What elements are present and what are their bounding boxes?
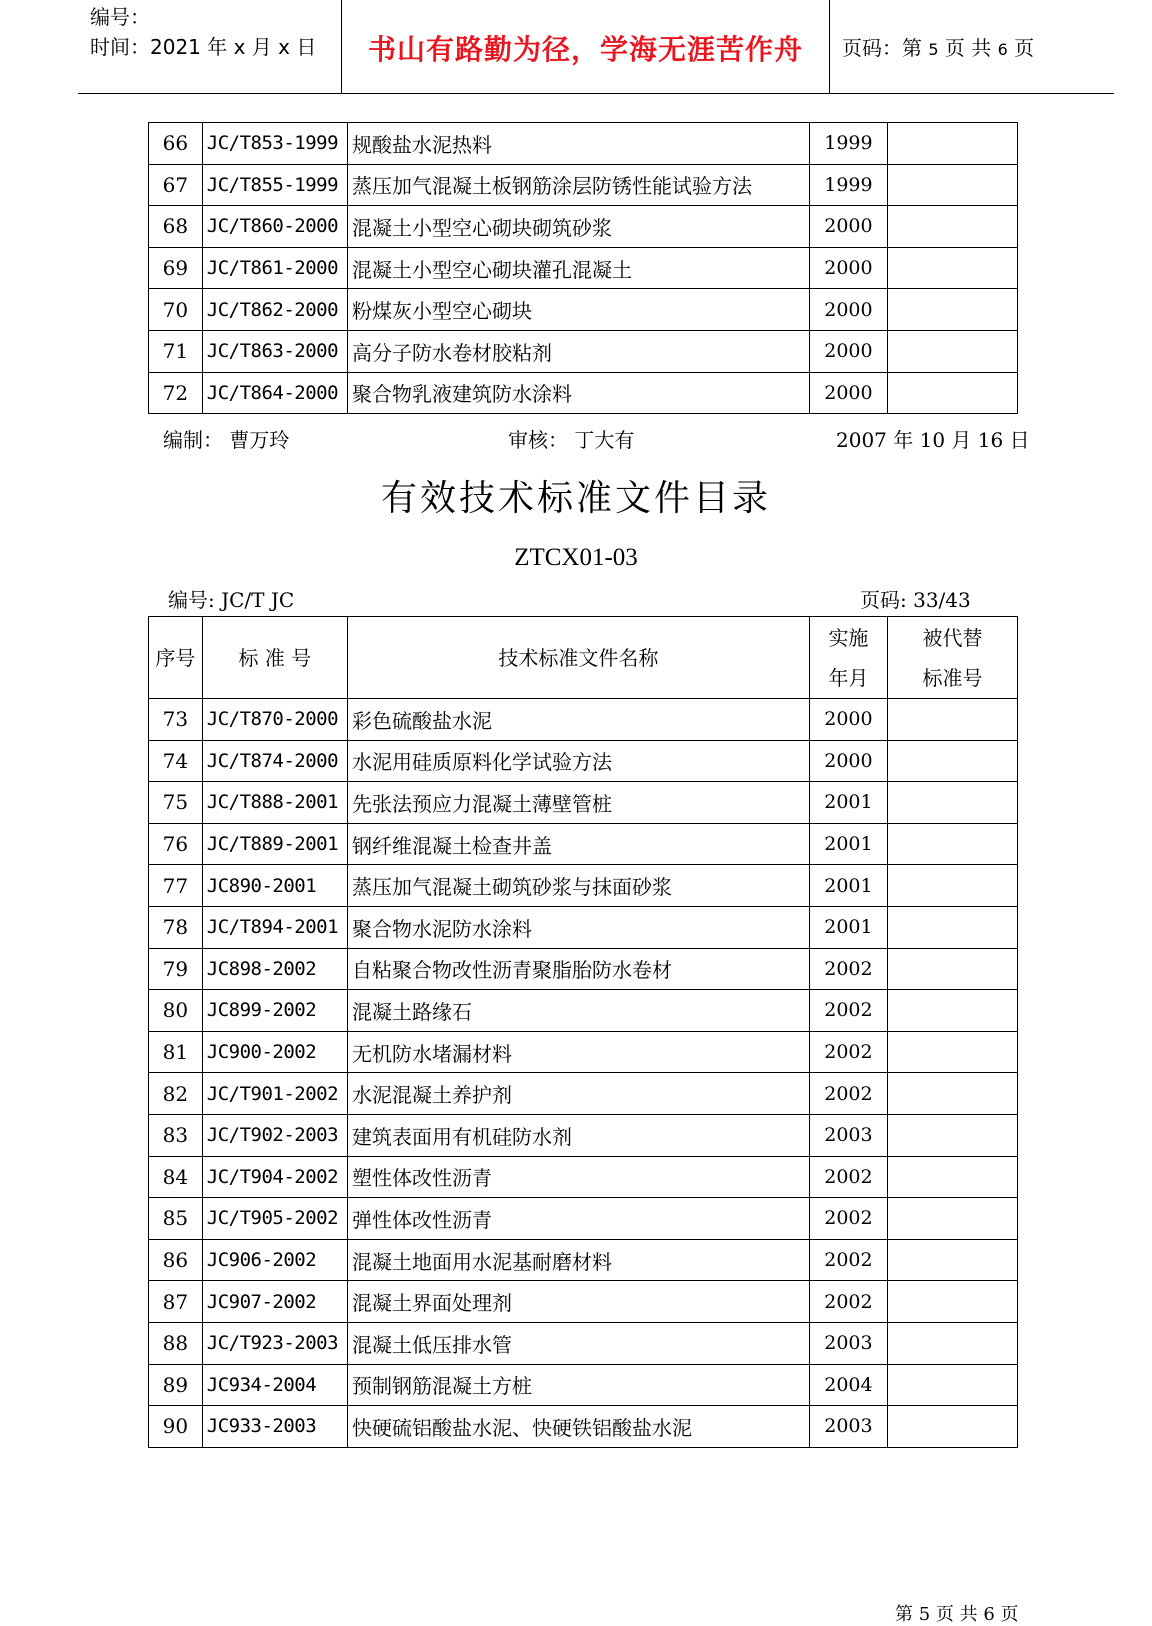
cell-code: JC900-2002 bbox=[202, 1031, 347, 1073]
cell-replaced bbox=[888, 247, 1018, 289]
cell-replaced bbox=[888, 782, 1018, 824]
cell-year: 2003 bbox=[809, 1406, 887, 1448]
cell-replaced bbox=[888, 740, 1018, 782]
page-number: 5 bbox=[928, 40, 939, 59]
cell-replaced bbox=[888, 823, 1018, 865]
cell-replaced bbox=[888, 206, 1018, 248]
cell-name: 快硬硫铝酸盐水泥、快硬铁铝酸盐水泥 bbox=[347, 1406, 809, 1448]
page-mid: 页 共 bbox=[944, 36, 992, 60]
cell-year: 2001 bbox=[809, 782, 887, 824]
document-code: ZTCX01-03 bbox=[514, 544, 638, 571]
cell-name: 无机防水堵漏材料 bbox=[347, 1031, 809, 1073]
cell-name: 预制钢筋混凝土方桩 bbox=[347, 1364, 809, 1406]
table-row bbox=[149, 1281, 1018, 1323]
cell-code: JC/T923-2003 bbox=[202, 1322, 347, 1364]
table-row bbox=[149, 206, 1018, 248]
header-divider bbox=[829, 0, 830, 93]
editor-signature: 编制： 曹万玲 bbox=[163, 428, 290, 452]
table-row bbox=[149, 330, 1018, 372]
cell-no: 82 bbox=[149, 1073, 203, 1115]
cell-year: 2002 bbox=[809, 1281, 887, 1323]
cell-year: 2002 bbox=[809, 990, 887, 1032]
table-row bbox=[149, 948, 1018, 990]
cell-replaced bbox=[888, 1406, 1018, 1448]
cell-no: 80 bbox=[149, 990, 203, 1032]
table-row bbox=[149, 823, 1018, 865]
header-replaced bbox=[888, 617, 1018, 699]
cell-code: JC/T894-2001 bbox=[202, 906, 347, 948]
cell-name: 混凝土小型空心砌块灌孔混凝土 bbox=[347, 247, 809, 289]
cell-replaced bbox=[888, 372, 1018, 414]
cell-no: 76 bbox=[149, 823, 203, 865]
header-motto: 书山有路勤为径，学海无涯苦作舟 bbox=[367, 33, 803, 66]
cell-code: JC/T862-2000 bbox=[202, 289, 347, 331]
cell-no: 86 bbox=[149, 1239, 203, 1281]
cell-name: 聚合物乳液建筑防水涂料 bbox=[347, 372, 809, 414]
cell-year: 2000 bbox=[809, 740, 887, 782]
standards-table bbox=[148, 616, 1018, 1448]
header-code: 标 准 号 bbox=[202, 617, 347, 699]
cell-code: JC/T855-1999 bbox=[202, 164, 347, 206]
cell-no: 68 bbox=[149, 206, 203, 248]
table-row bbox=[149, 1198, 1018, 1240]
cell-name: 混凝土界面处理剂 bbox=[347, 1281, 809, 1323]
cell-replaced bbox=[888, 1322, 1018, 1364]
header-no: 序号 bbox=[149, 617, 203, 699]
cell-name: 弹性体改性沥青 bbox=[347, 1198, 809, 1240]
cell-code: JC/T902-2003 bbox=[202, 1114, 347, 1156]
cell-replaced bbox=[888, 1156, 1018, 1198]
cell-year: 2002 bbox=[809, 1156, 887, 1198]
cell-no: 84 bbox=[149, 1156, 203, 1198]
cell-replaced bbox=[888, 164, 1018, 206]
cell-code: JC/T888-2001 bbox=[202, 782, 347, 824]
cell-replaced bbox=[888, 1281, 1018, 1323]
cell-no: 83 bbox=[149, 1114, 203, 1156]
cell-replaced bbox=[888, 123, 1018, 165]
cell-replaced bbox=[888, 1364, 1018, 1406]
time-label: 时间：2021 年 x 月 x 日 bbox=[90, 35, 317, 59]
meta-page: 页码: 33/43 bbox=[860, 588, 971, 612]
cell-year: 2001 bbox=[809, 865, 887, 907]
cell-name: 先张法预应力混凝土薄壁管桩 bbox=[347, 782, 809, 824]
cell-name: 钢纤维混凝土检查井盖 bbox=[347, 823, 809, 865]
cell-code: JC907-2002 bbox=[202, 1281, 347, 1323]
document-title: 有效技术标准文件目录 bbox=[380, 478, 771, 519]
header-replaced-line1: 被代替 bbox=[922, 625, 983, 650]
cell-no: 89 bbox=[149, 1364, 203, 1406]
page-total: 6 bbox=[997, 40, 1008, 59]
header-page-info bbox=[842, 32, 1034, 61]
cell-year: 2001 bbox=[809, 906, 887, 948]
table-row bbox=[149, 990, 1018, 1032]
header-year-line1: 实施 bbox=[828, 625, 869, 650]
cell-no: 67 bbox=[149, 164, 203, 206]
cell-no: 85 bbox=[149, 1198, 203, 1240]
page-footer: 第 5 页 共 6 页 bbox=[895, 1604, 1019, 1625]
cell-name: 粉煤灰小型空心砌块 bbox=[347, 289, 809, 331]
cell-no: 79 bbox=[149, 948, 203, 990]
table-row bbox=[149, 1364, 1018, 1406]
cell-code: JC890-2001 bbox=[202, 865, 347, 907]
cell-replaced bbox=[888, 948, 1018, 990]
cell-name: 彩色硫酸盐水泥 bbox=[347, 699, 809, 741]
cell-name: 混凝土小型空心砌块砌筑砂浆 bbox=[347, 206, 809, 248]
cell-year: 2000 bbox=[809, 372, 887, 414]
cell-year: 2003 bbox=[809, 1322, 887, 1364]
table-row bbox=[149, 740, 1018, 782]
cell-no: 88 bbox=[149, 1322, 203, 1364]
cell-no: 81 bbox=[149, 1031, 203, 1073]
table-row bbox=[149, 782, 1018, 824]
cell-name: 混凝土低压排水管 bbox=[347, 1322, 809, 1364]
table-row bbox=[149, 906, 1018, 948]
cell-code: JC/T904-2002 bbox=[202, 1156, 347, 1198]
cell-code: JC/T863-2000 bbox=[202, 330, 347, 372]
cell-code: JC/T889-2001 bbox=[202, 823, 347, 865]
cell-name: 水泥混凝土养护剂 bbox=[347, 1073, 809, 1115]
cell-year: 2002 bbox=[809, 1031, 887, 1073]
cell-name: 规酸盐水泥热料 bbox=[347, 123, 809, 165]
cell-code: JC/T861-2000 bbox=[202, 247, 347, 289]
cell-code: JC/T901-2002 bbox=[202, 1073, 347, 1115]
header-replaced-line2: 标准号 bbox=[922, 665, 983, 690]
meta-number: 编号: JC/T JC bbox=[168, 588, 295, 612]
cell-name: 自粘聚合物改性沥青聚脂胎防水卷材 bbox=[347, 948, 809, 990]
cell-year: 2000 bbox=[809, 206, 887, 248]
cell-code: JC/T870-2000 bbox=[202, 699, 347, 741]
cell-code: JC/T874-2000 bbox=[202, 740, 347, 782]
table-row bbox=[149, 289, 1018, 331]
table-row bbox=[149, 372, 1018, 414]
sign-date: 2007 年 10 月 16 日 bbox=[836, 428, 1030, 452]
cell-name: 混凝土地面用水泥基耐磨材料 bbox=[347, 1239, 809, 1281]
table-row bbox=[149, 1322, 1018, 1364]
table-row bbox=[149, 1239, 1018, 1281]
cell-year: 2000 bbox=[809, 247, 887, 289]
cell-no: 73 bbox=[149, 699, 203, 741]
header-left bbox=[90, 2, 316, 62]
cell-code: JC898-2002 bbox=[202, 948, 347, 990]
cell-code: JC/T905-2002 bbox=[202, 1198, 347, 1240]
cell-no: 70 bbox=[149, 289, 203, 331]
page-suffix: 页 bbox=[1014, 36, 1035, 60]
table-row bbox=[149, 1156, 1018, 1198]
cell-year: 2000 bbox=[809, 699, 887, 741]
cell-code: JC906-2002 bbox=[202, 1239, 347, 1281]
cell-no: 87 bbox=[149, 1281, 203, 1323]
cell-name: 水泥用硅质原料化学试验方法 bbox=[347, 740, 809, 782]
page-header bbox=[78, 0, 1114, 94]
cell-name: 建筑表面用有机硅防水剂 bbox=[347, 1114, 809, 1156]
reviewer-signature: 审核： 丁大有 bbox=[508, 428, 635, 452]
cell-replaced bbox=[888, 1031, 1018, 1073]
cell-replaced bbox=[888, 699, 1018, 741]
cell-replaced bbox=[888, 1198, 1018, 1240]
cell-year: 2002 bbox=[809, 1073, 887, 1115]
table-row bbox=[149, 247, 1018, 289]
header-year bbox=[809, 617, 887, 699]
cell-no: 69 bbox=[149, 247, 203, 289]
table-header-row bbox=[149, 617, 1018, 699]
table-row bbox=[149, 164, 1018, 206]
table-row bbox=[149, 123, 1018, 165]
table-row bbox=[149, 699, 1018, 741]
cell-year: 2004 bbox=[809, 1364, 887, 1406]
cell-year: 2003 bbox=[809, 1114, 887, 1156]
cell-year: 2002 bbox=[809, 1239, 887, 1281]
cell-replaced bbox=[888, 1239, 1018, 1281]
cell-year: 1999 bbox=[809, 164, 887, 206]
cell-replaced bbox=[888, 990, 1018, 1032]
cell-no: 71 bbox=[149, 330, 203, 372]
cell-year: 2002 bbox=[809, 1198, 887, 1240]
cell-year: 2002 bbox=[809, 948, 887, 990]
cell-no: 74 bbox=[149, 740, 203, 782]
cell-replaced bbox=[888, 865, 1018, 907]
header-name: 技术标准文件名称 bbox=[347, 617, 809, 699]
cell-name: 混凝土路缘石 bbox=[347, 990, 809, 1032]
cell-replaced bbox=[888, 1073, 1018, 1115]
cell-no: 75 bbox=[149, 782, 203, 824]
cell-name: 蒸压加气混凝土板钢筋涂层防锈性能试验方法 bbox=[347, 164, 809, 206]
cell-name: 塑性体改性沥青 bbox=[347, 1156, 809, 1198]
table-row bbox=[149, 1114, 1018, 1156]
header-year-line2: 年月 bbox=[828, 665, 869, 690]
cell-no: 77 bbox=[149, 865, 203, 907]
standards-table-continued bbox=[148, 122, 1018, 414]
table-row bbox=[149, 1073, 1018, 1115]
page-prefix: 页码：第 bbox=[842, 36, 922, 60]
cell-no: 78 bbox=[149, 906, 203, 948]
cell-name: 高分子防水卷材胶粘剂 bbox=[347, 330, 809, 372]
cell-no: 66 bbox=[149, 123, 203, 165]
cell-code: JC/T864-2000 bbox=[202, 372, 347, 414]
cell-year: 2000 bbox=[809, 289, 887, 331]
table-row bbox=[149, 1406, 1018, 1448]
cell-year: 2001 bbox=[809, 823, 887, 865]
cell-no: 90 bbox=[149, 1406, 203, 1448]
cell-replaced bbox=[888, 906, 1018, 948]
cell-name: 聚合物水泥防水涂料 bbox=[347, 906, 809, 948]
cell-name: 蒸压加气混凝土砌筑砂浆与抹面砂浆 bbox=[347, 865, 809, 907]
cell-year: 2000 bbox=[809, 330, 887, 372]
cell-code: JC899-2002 bbox=[202, 990, 347, 1032]
cell-code: JC/T853-1999 bbox=[202, 123, 347, 165]
serial-label: 编号： bbox=[90, 5, 150, 29]
cell-replaced bbox=[888, 289, 1018, 331]
table-row bbox=[149, 865, 1018, 907]
cell-replaced bbox=[888, 330, 1018, 372]
cell-code: JC934-2004 bbox=[202, 1364, 347, 1406]
cell-year: 1999 bbox=[809, 123, 887, 165]
cell-code: JC933-2003 bbox=[202, 1406, 347, 1448]
cell-code: JC/T860-2000 bbox=[202, 206, 347, 248]
table-row bbox=[149, 1031, 1018, 1073]
cell-replaced bbox=[888, 1114, 1018, 1156]
cell-no: 72 bbox=[149, 372, 203, 414]
